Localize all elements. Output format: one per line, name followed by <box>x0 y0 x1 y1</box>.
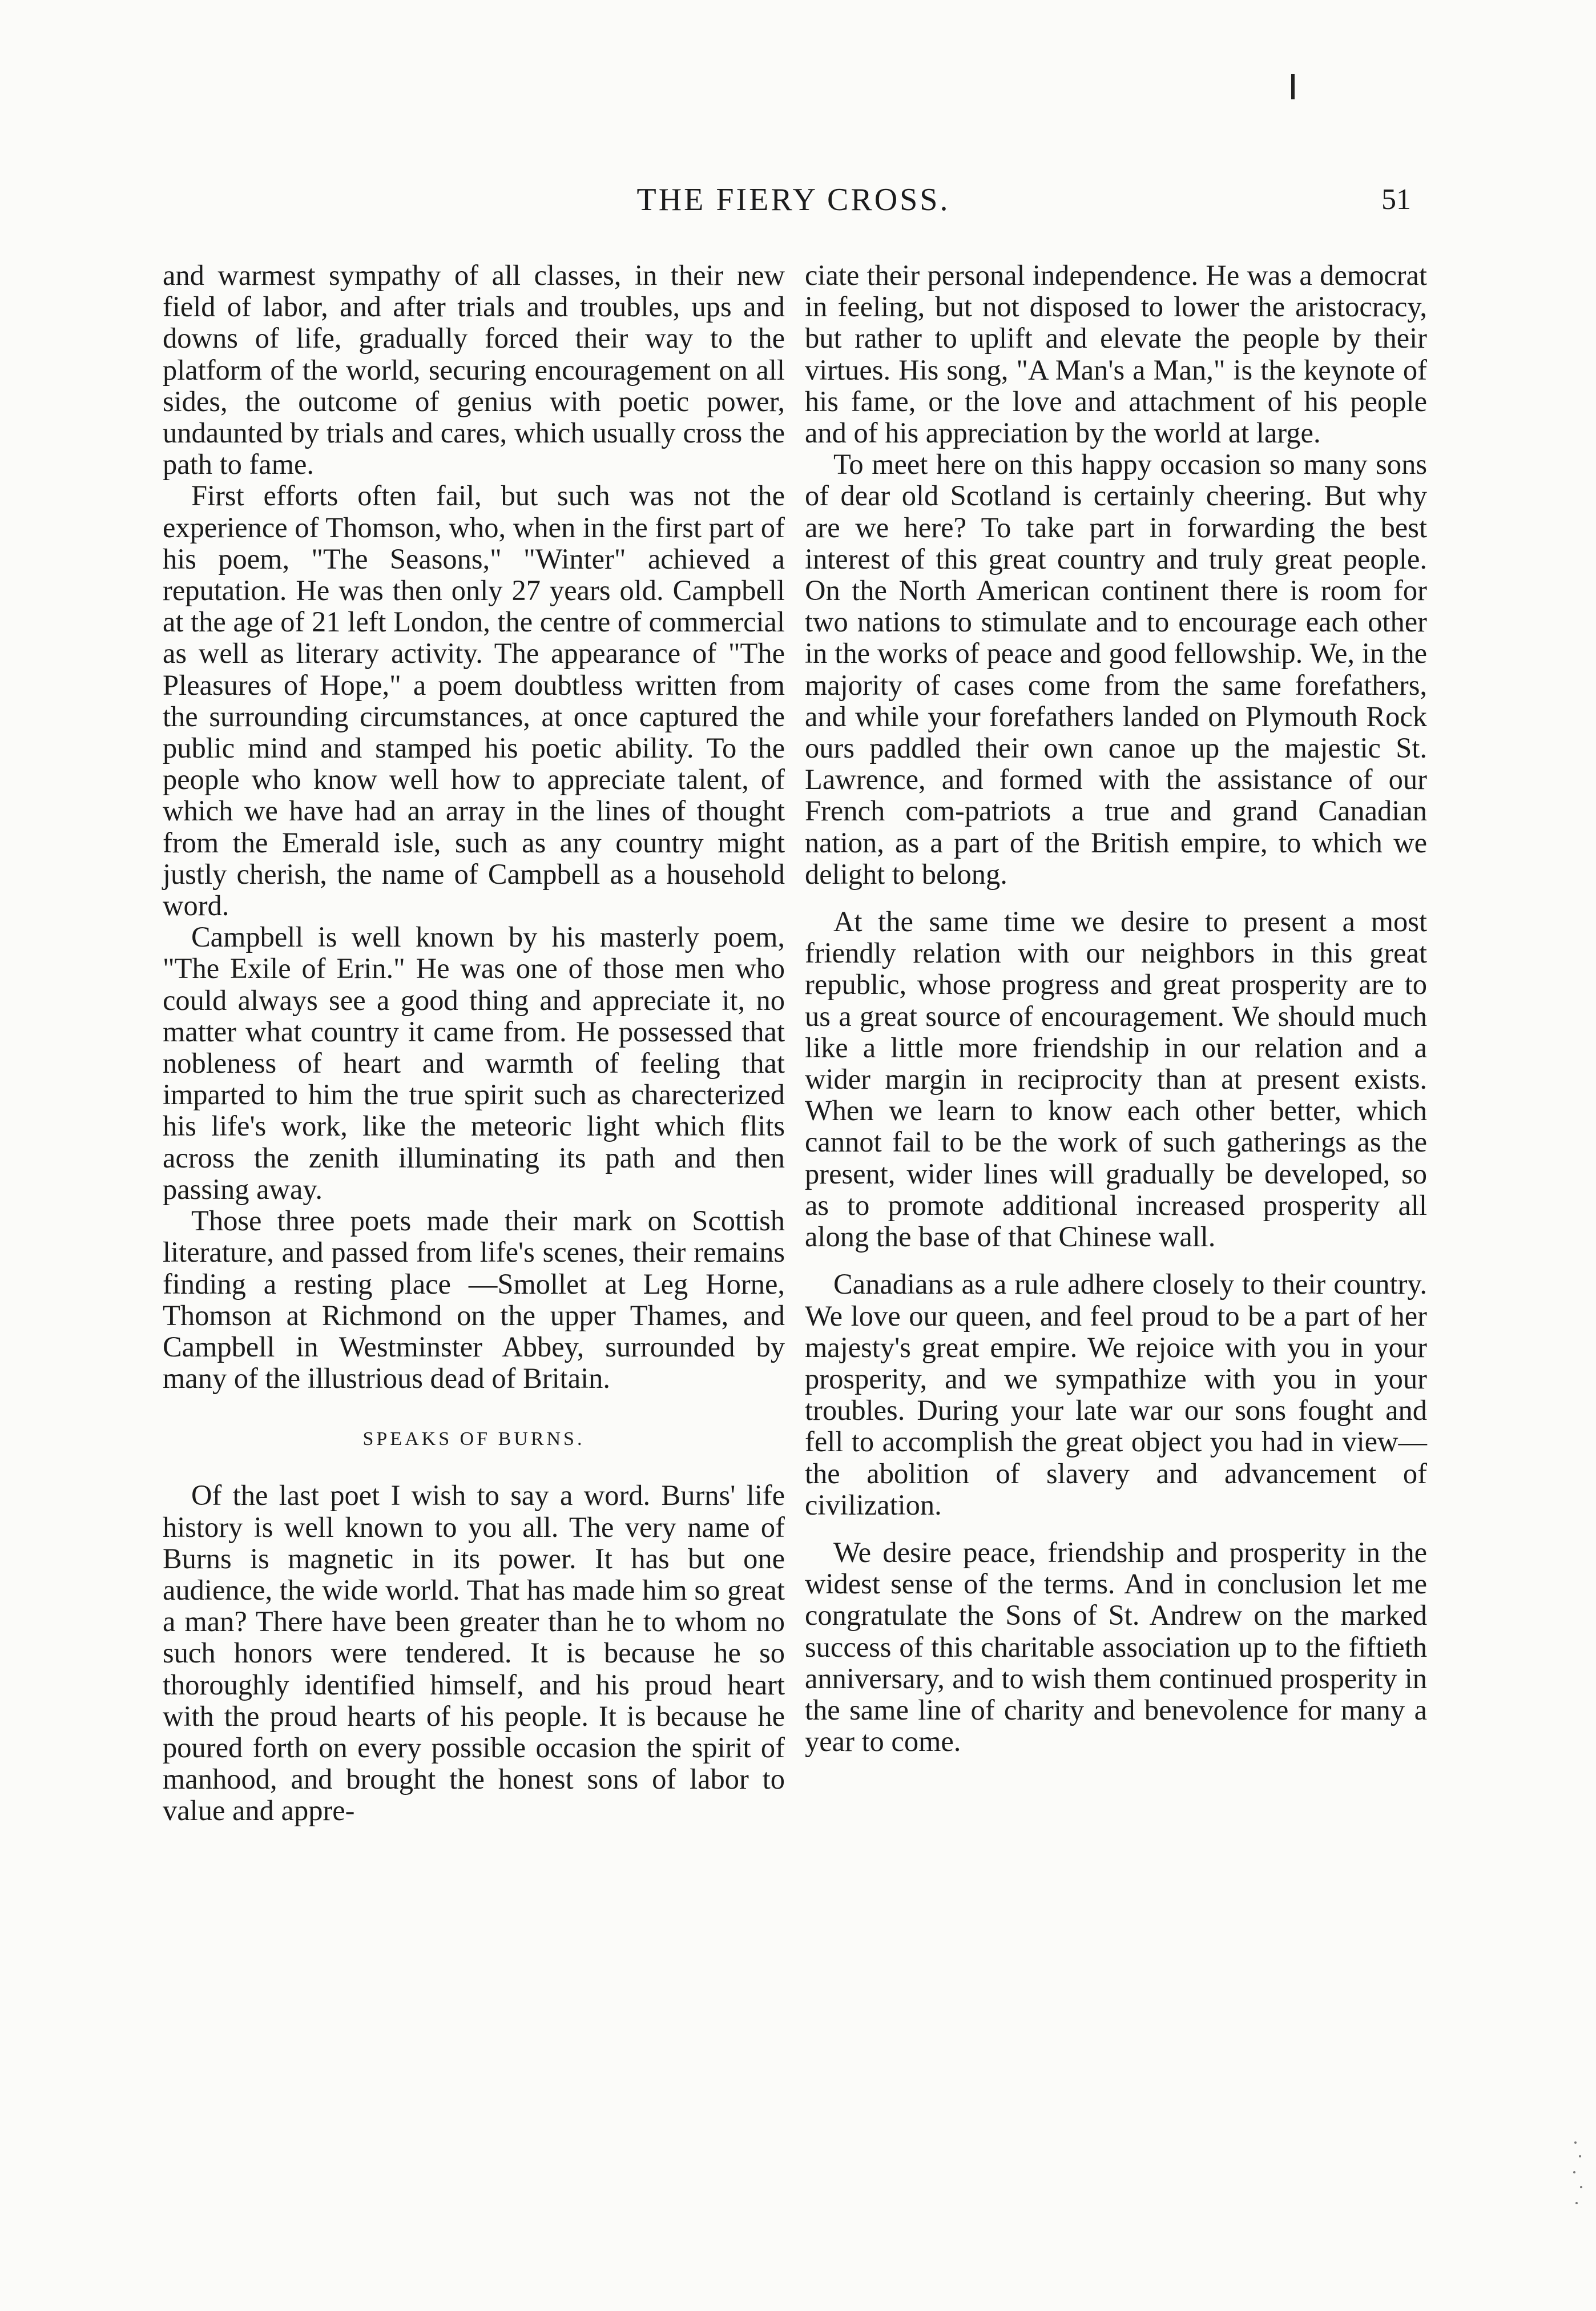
paragraph: We desire peace, friendship and prosperity in the widest sense of the terms. And in conclusion let me congratulate the Sons of St. Andrew on the marked success of this charitable association up to the fiftieth anniversary, and to wish them continued prosperity in the same line of charity and benevolence for many a year to come. <box>805 1536 1427 1758</box>
paragraph: Those three poets made their mark on Scottish literature, and passed from life's scenes, their remains finding a resting place —Smollet at Leg Horne, Thomson at Richmond on the upper Thames, and Campbell in Westminster Abbey, surrounded by many of the illustrious dead of Britain. <box>163 1205 785 1395</box>
margin-specks <box>1572 2138 1586 2218</box>
paragraph: Campbell is well known by his masterly poem, "The Exile of Erin." He was one of those men who could always see a good thing and appreciate it, no matter what country it came from. He possessed that nobleness of heart and warmth of feeling that imparted to him the true spirit such as charecterized his life's work, like the meteoric light which flits across the zenith illuminating its path and then passing away. <box>163 921 785 1205</box>
paragraph: First efforts often fail, but such was not the experience of Thomson, who, when in the first part of his poem, "The Seasons," "Winter" achieved a reputation. He was then only 27 years old. Campbell at the age of 21 left London, the centre of commercial as well as literary activity. The appearance of "The Pleasures of Hope," a poem doubtless written from the surrounding circumstances, at once captured the public mind and stamped his poetic ability. To the people who know well how to appreciate talent, of which we have had an array in the lines of thought from the Emerald isle, such as any country might justly cherish, the name of Campbell as a household word. <box>163 480 785 922</box>
paragraph: To meet here on this happy occasion so many sons of dear old Scotland is certainly cheering. But why are we here? To take part in forwarding the best interest of this great country and truly great people. On the North American continent there is room for two nations to stimulate and to encourage each other in the works of peace and good fellowship. We, in the majority of cases come from the same forefathers, and while your forefathers landed on Plymouth Rock ours paddled their own canoe up the majestic St. Lawrence, and formed with the assistance of our French com-patriots a true and grand Canadian nation, as a part of the British empire, to which we delight to belong. <box>805 448 1427 890</box>
paragraph: Of the last poet I wish to say a word. Burns' life history is well known to you all. The very name of Burns is magnetic in its power. It has but one audience, the wide world. That has made him so great a man? There have been greater than he to whom no such honors were tendered. It is because he so thoroughly identified himself, and his proud heart with the proud hearts of his people. It is because he poured forth on every possible occasion the spirit of manhood, and brought the honest sons of labor to value and appre- <box>163 1479 785 1827</box>
margin-mark <box>1291 74 1295 99</box>
paragraph: Canadians as a rule adhere closely to their country. We love our queen, and feel proud to be a part of her majesty's great empire. We rejoice with you in your prosperity, and we sympathize with you in your troubles. During your late war our sons fought and fell to accomplish the great object you had in view—the abolition of slavery and advancement of civilization. <box>805 1268 1427 1521</box>
left-column <box>163 260 785 1827</box>
right-column <box>805 260 1427 1757</box>
paragraph: At the same time we desire to present a most friendly relation with our neighbors in this great republic, whose progress and great prosperity are to us a great source of encouragement. We should much like a little more friendship in our relation and a wider margin in reciprocity than at present exists. When we learn to know each other better, which cannot fail to be the work of such gatherings as the present, wider lines will gradually be developed, so as to promote additional increased prosperity all along the base of that Chinese wall. <box>805 905 1427 1253</box>
section-subheading: SPEAKS OF BURNS. <box>362 1428 585 1450</box>
paragraph: and warmest sympathy of all classes, in their new field of labor, and after trials and troubles, ups and downs of life, gradually forced their way to the platform of the world, securing encouragement on all sides, the outcome of genius with poetic power, undaunted by trials and cares, which usually cross the path to fame. <box>163 259 785 481</box>
paragraph: ciate their personal independence. He was a democrat in feeling, but not disposed to lower the aristocracy, but rather to uplift and elevate the people by their virtues. His song, "A Man's a Man," is the keynote of his fame, or the love and attachment of his people and of his appreciation by the world at large. <box>805 259 1427 449</box>
journal-title: THE FIERY CROSS. <box>636 182 950 218</box>
running-head <box>0 182 1596 222</box>
page-number: 51 <box>1381 183 1411 216</box>
